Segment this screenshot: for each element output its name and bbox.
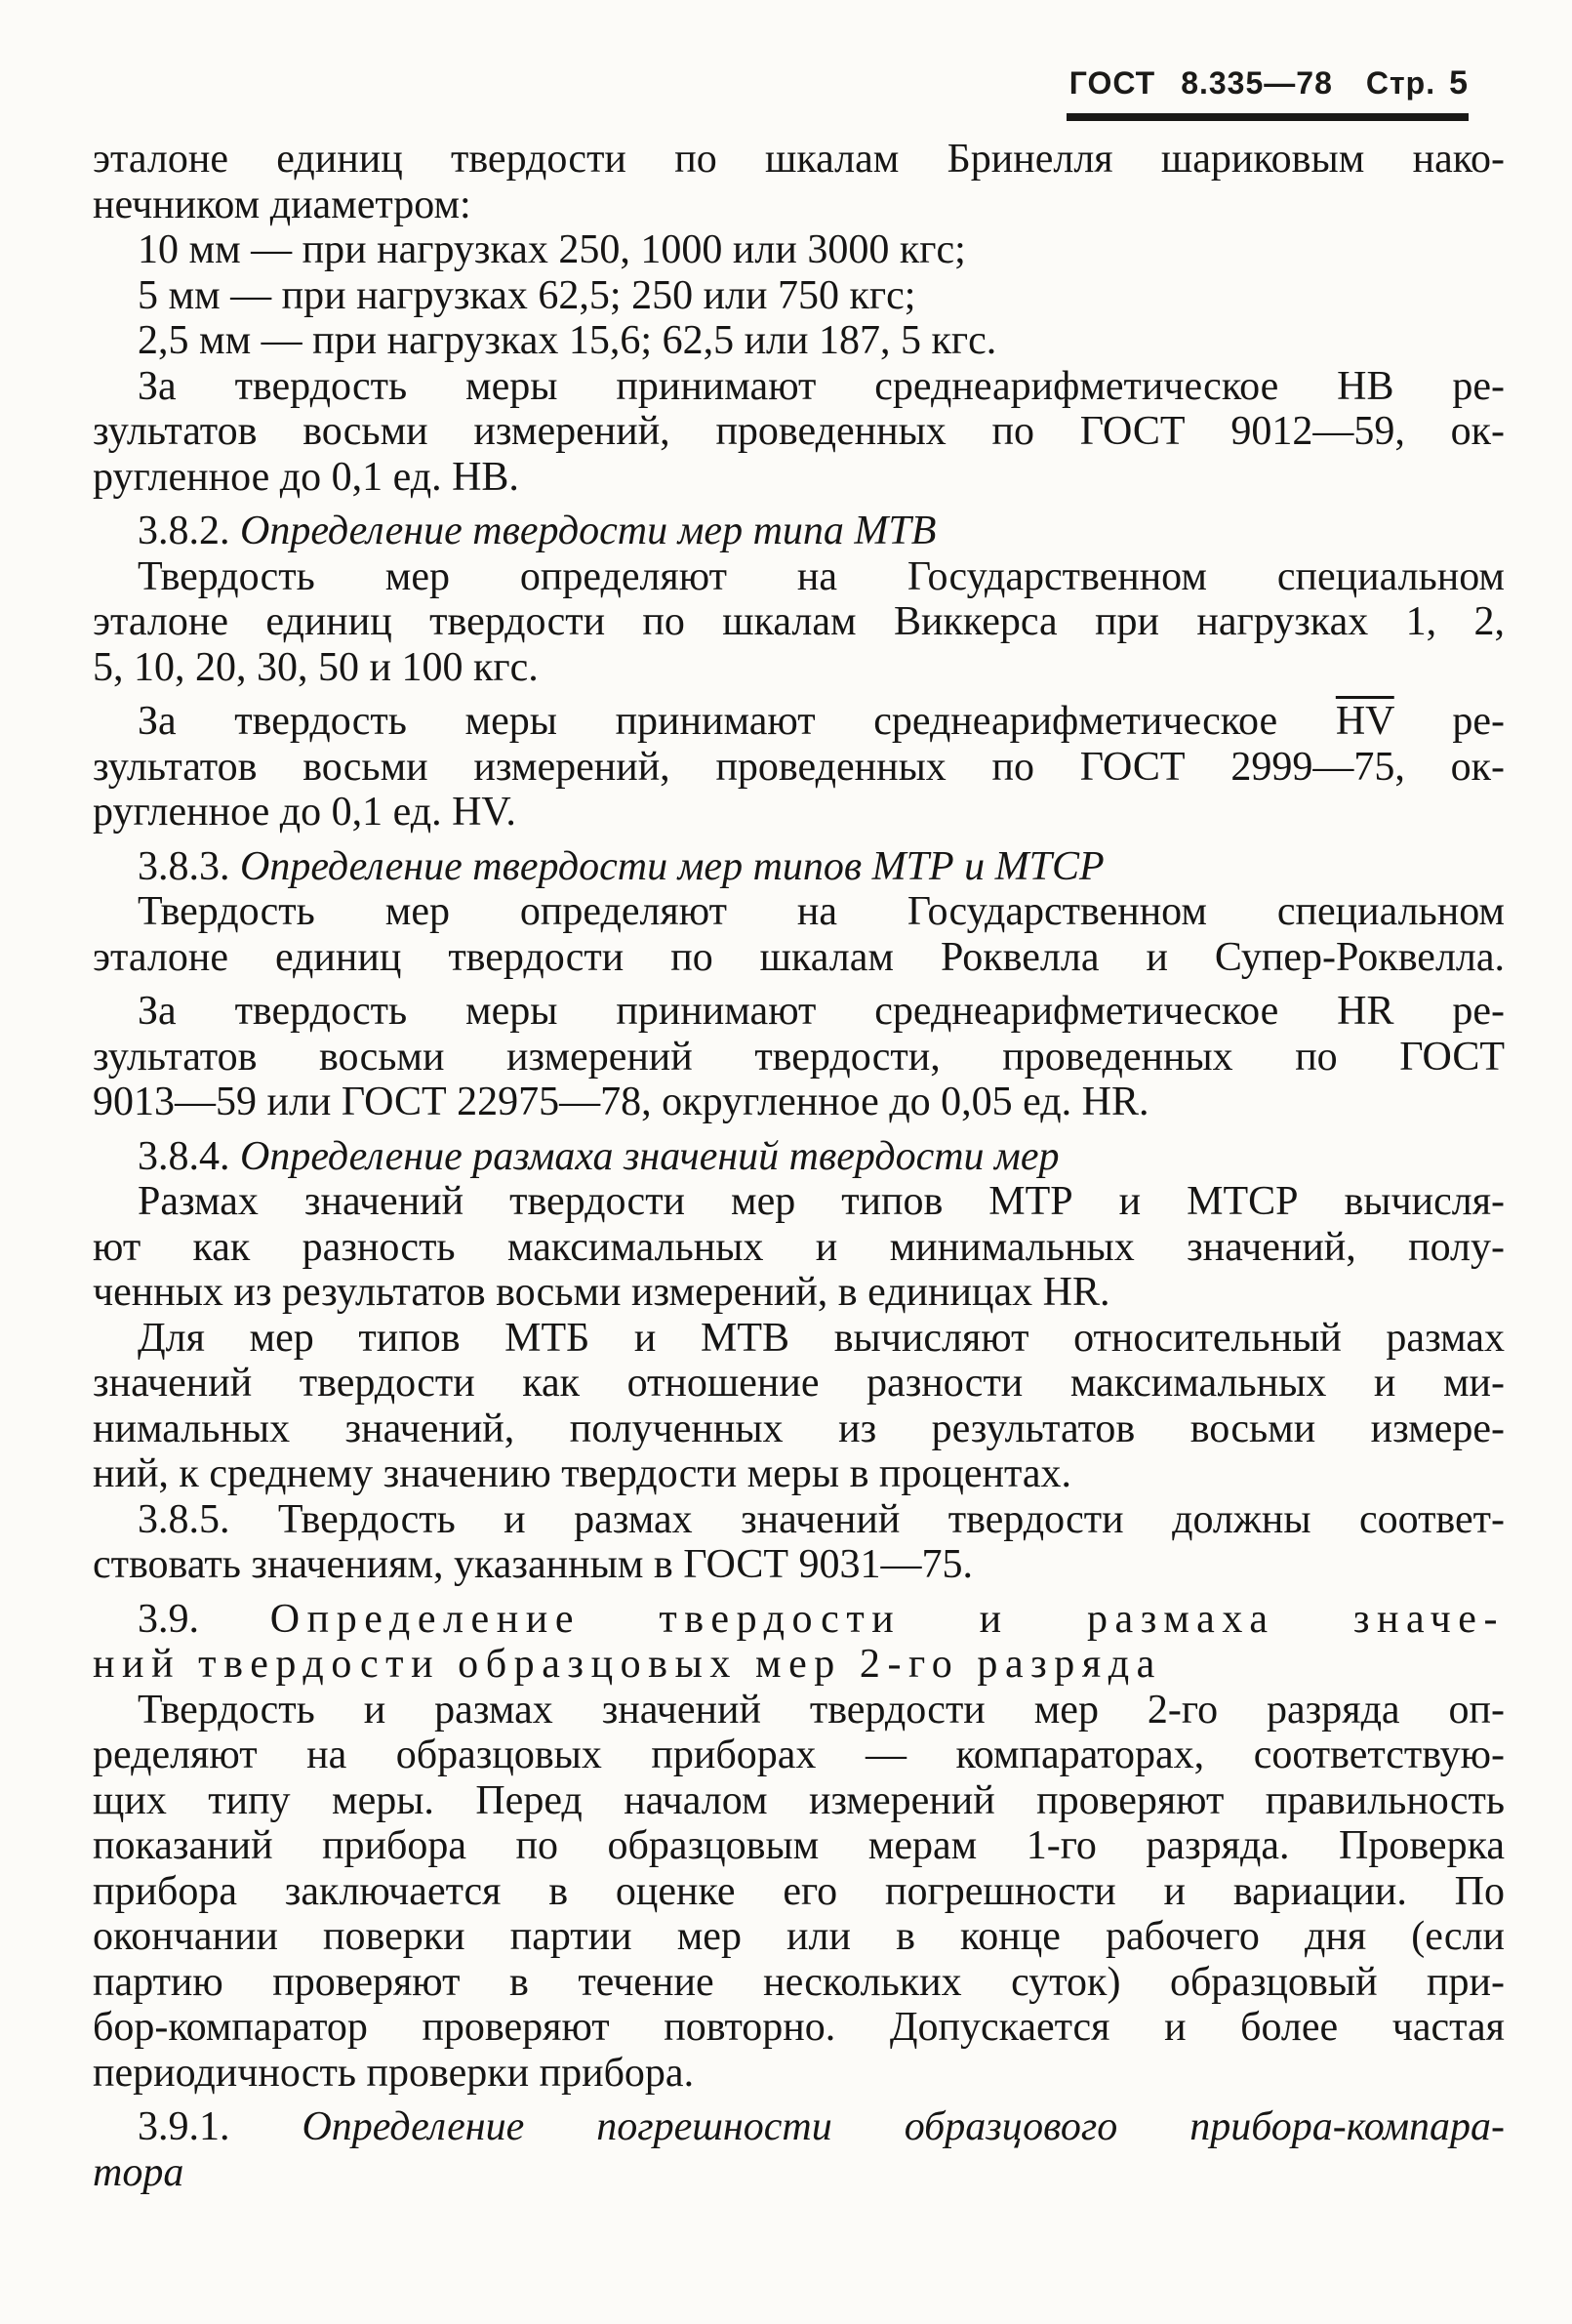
line-text: зультатов восьми измерений, проведенных по ГОСТ 9012—59, ок- — [93, 409, 1505, 454]
line-text: Определение твердости и размаха значе- — [269, 1596, 1506, 1642]
section-number: 3.9.1. — [138, 2104, 230, 2149]
section-heading-line — [93, 509, 1505, 554]
header-underline — [1067, 113, 1469, 121]
text-line — [93, 889, 1505, 935]
text-line — [93, 1642, 1505, 1688]
line-text: За твердость меры принимают среднеарифметическое HR ре- — [138, 989, 1505, 1034]
section-heading-line — [93, 1134, 1505, 1180]
text-line — [93, 364, 1505, 410]
heading-italic-text: Определение размаха значений твердости мер — [240, 1133, 1060, 1179]
text-line — [93, 227, 1505, 273]
line-text: бор-компаратор проверяют повторно. Допускается и более частая — [93, 2005, 1505, 2050]
line-text: показаний прибора по образцовым мерам 1-го разряда. Проверка — [93, 1823, 1505, 1868]
line-text: 9013—59 или ГОСТ 22975—78, округленное до 0,05 ед. HR. — [93, 1080, 1149, 1124]
text-line — [93, 989, 1505, 1035]
line-text: Твердость мер определяют на Государственном специальном — [138, 889, 1505, 934]
text-line — [93, 1035, 1505, 1080]
text-line — [93, 137, 1505, 183]
text-line — [93, 1451, 1505, 1497]
doc-standard-number: 8.335—78 — [1181, 65, 1333, 101]
text-line — [93, 1225, 1505, 1271]
page-number: 5 — [1449, 64, 1469, 102]
text-line — [93, 1316, 1505, 1362]
text-line — [93, 1542, 1505, 1588]
heading-italic-text: Определение твердости мер типов МТР и МТСР — [240, 843, 1105, 889]
text-line — [93, 409, 1505, 455]
line-text: эталоне единиц твердости по шкалам Бринелля шариковым нако- — [93, 137, 1505, 182]
line-text: ствовать значениям, указанным в ГОСТ 9031—75. — [93, 1542, 973, 1587]
line-text: ний твердости образцовых мер 2-го разряда — [93, 1642, 1162, 1687]
text-line — [93, 1778, 1505, 1824]
text-line — [93, 1497, 1505, 1543]
text-line — [93, 273, 1505, 319]
section-heading-line — [93, 844, 1505, 890]
line-text: эталоне единиц твердости по шкалам Роквелла и Супер-Роквелла. — [93, 934, 1505, 980]
heading-italic-text: Определение твердости мер типа МТВ — [240, 509, 937, 553]
line-text: 3.8.5. Твердость и размах значений твердости должны соответ- — [138, 1496, 1505, 1542]
text-line — [93, 935, 1505, 981]
line-text: ют как разность максимальных и минимальных значений, полу- — [93, 1224, 1505, 1270]
line-text: зультатов восьми измерений твердости, проведенных по ГОСТ — [93, 1034, 1505, 1080]
line-text: 2,5 мм — при нагрузках 15,6; 62,5 или 187, 5 кгс. — [138, 318, 997, 363]
doc-standard-label: ГОСТ — [1068, 65, 1156, 101]
page-header — [1069, 64, 1469, 102]
line-text: Размах значений твердости мер типов МТР и МТСР вычисля- — [138, 1179, 1505, 1224]
text-line — [93, 2051, 1505, 2097]
text-line — [93, 183, 1505, 228]
line-text: Твердость и размах значений твердости мер 2-го разряда оп- — [138, 1687, 1505, 1733]
line-text: ределяют на образцовых приборах — компараторах, соответствую- — [93, 1733, 1505, 1777]
line-text: нимальных значений, полученных из результатов восьми измере- — [93, 1406, 1505, 1451]
overlined-symbol: $\overline{HV}$ — [1335, 699, 1394, 744]
text-line — [93, 2150, 1505, 2196]
text-line — [93, 1688, 1505, 1733]
text-line — [93, 1179, 1505, 1225]
line-text: зультатов восьми измерений, проведенных по ГОСТ 2999—75, ок- — [93, 744, 1505, 790]
text-column — [93, 137, 1505, 2195]
line-text: 10 мм — при нагрузках 250, 1000 или 3000 кгс; — [138, 227, 966, 272]
line-text: партию проверяют в течение нескольких суток) образцовый при- — [93, 1959, 1505, 2005]
line-text: Для мер типов МТБ и МТВ вычисляют относительный размах — [138, 1315, 1505, 1361]
line-text: окончании поверки партии мер или в конце рабочего дня (если — [93, 1914, 1505, 1959]
text-line — [93, 1869, 1505, 1915]
section-number: 3.9. — [138, 1596, 199, 1642]
line-text: щих типу меры. Перед началом измерений проверяют правильность — [93, 1777, 1505, 1823]
line-text: ругленное до 0,1 ед. HV. — [93, 790, 516, 835]
line-text: 5 мм — при нагрузках 62,5; 250 или 750 кгс; — [138, 272, 916, 318]
line-text: ченных из результатов восьми измерений, в единицах HR. — [93, 1270, 1110, 1315]
text-line — [93, 1270, 1505, 1316]
line-text: 5, 10, 20, 30, 50 и 100 кгс. — [93, 644, 539, 690]
text-line — [93, 1914, 1505, 1960]
text-line — [93, 554, 1505, 600]
section-heading-line — [93, 2104, 1505, 2150]
text-line — [93, 745, 1505, 791]
line-text: периодичность проверки прибора. — [93, 2050, 695, 2096]
text-line — [93, 1960, 1505, 2006]
line-text: тора — [93, 2149, 184, 2195]
text-line — [93, 1361, 1505, 1407]
section-number: 3.8.3. — [138, 843, 230, 889]
section-number: 3.8.4. — [138, 1133, 230, 1179]
line-text: прибора заключается в оценке его погрешности и вариации. По — [93, 1868, 1505, 1914]
line-text: Твердость мер определяют на Государственном специальном — [138, 553, 1505, 599]
text-line — [93, 455, 1505, 501]
text-line — [93, 599, 1505, 645]
line-text: ний, к среднему значению твердости меры в процентах. — [93, 1451, 1072, 1496]
line-text: значений твердости как отношение разности максимальных и ми- — [93, 1361, 1505, 1406]
section-heading-line — [93, 1597, 1505, 1643]
text-line — [93, 2005, 1505, 2051]
text-line — [93, 1733, 1505, 1778]
line-text: эталоне единиц твердости по шкалам Виккерса при нагрузках 1, 2, — [93, 599, 1505, 644]
text-line — [93, 1080, 1505, 1125]
text-line — [93, 645, 1505, 691]
text-line — [93, 318, 1505, 364]
text-line — [93, 699, 1505, 745]
text-line — [93, 1823, 1505, 1869]
page-label: Стр. — [1365, 65, 1436, 101]
text-line — [93, 790, 1505, 836]
heading-italic-text: Определение погрешности образцового прибора-компара- — [302, 2104, 1505, 2149]
line-text: За твердость меры принимают среднеарифметическое НВ ре- — [138, 363, 1505, 409]
line-text: За твердость меры принимают среднеарифметическое $\overline{HV}$ ре- — [138, 699, 1505, 744]
text-line — [93, 1407, 1505, 1452]
line-text: ругленное до 0,1 ед. НВ. — [93, 454, 519, 500]
section-number: 3.8.2. — [138, 509, 230, 553]
line-text: нечником диаметром: — [93, 182, 471, 227]
